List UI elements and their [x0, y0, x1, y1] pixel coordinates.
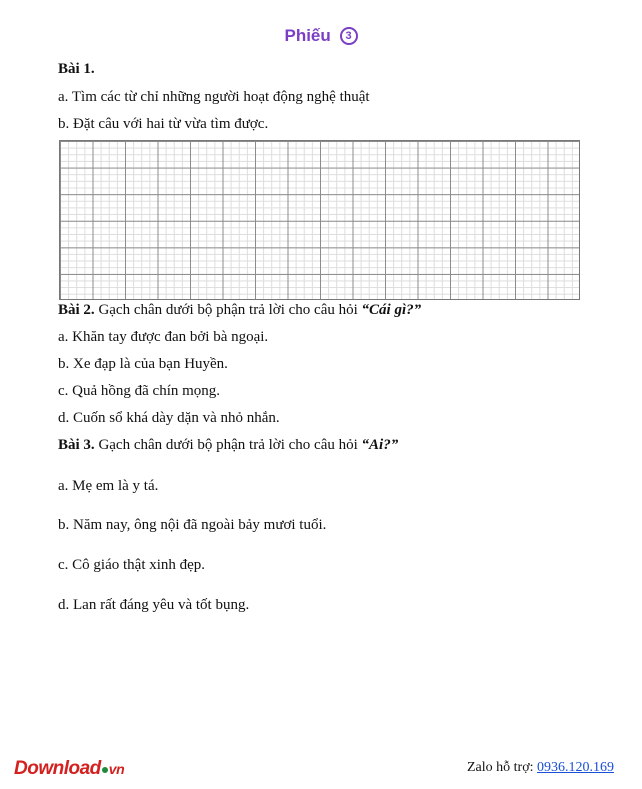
support-label: Zalo hỗ trợ: [467, 760, 537, 775]
list-item: a. Khăn tay được đan bởi bà ngoại. [58, 329, 269, 345]
support-footer [467, 760, 614, 776]
bai2-heading: Bài 2. [58, 302, 95, 318]
list-item: b. Xe đạp là của bạn Huyền. [58, 356, 228, 372]
writing-grid [59, 140, 580, 300]
bai1-heading [58, 61, 95, 78]
worksheet-title-text: Phiếu [284, 26, 331, 45]
download-vn-logo [14, 758, 124, 780]
list-item: d. Lan rất đáng yêu và tốt bụng. [58, 597, 250, 613]
logo-main-text: Download [14, 758, 101, 779]
bai3-question: “Ai?” [361, 437, 399, 453]
support-phone-link[interactable]: 0936.120.169 [537, 760, 614, 775]
list-item: b. Năm nay, ông nội đã ngoài bảy mươi tuổi. [58, 517, 327, 533]
bai1-task-a: a. Tìm các từ chỉ những người hoạt động nghệ thuật [58, 89, 370, 105]
bai3-prompt-line [58, 437, 398, 454]
list-item: a. Mẹ em là y tá. [58, 478, 159, 494]
bai1-heading-text: Bài 1. [58, 61, 95, 77]
bai2-prompt-line [58, 302, 421, 319]
list-item: c. Cô giáo thật xinh đẹp. [58, 557, 206, 573]
bai3-prompt: Gạch chân dưới bộ phận trả lời cho câu hỏi [94, 437, 362, 453]
logo-ext-text: vn [108, 761, 125, 777]
list-item: c. Quả hồng đã chín mọng. [58, 383, 221, 399]
circled-number: 3 [340, 27, 358, 45]
bai3-heading: Bài 3. [58, 437, 95, 453]
bai1-task-b: b. Đặt câu với hai từ vừa tìm được. [58, 116, 269, 132]
logo-dot-icon [102, 767, 108, 773]
bai2-prompt: Gạch chân dưới bộ phận trả lời cho câu hỏi [94, 302, 362, 318]
bai2-question: “Cái gì?” [361, 302, 422, 318]
worksheet-title [0, 26, 642, 46]
list-item: d. Cuốn sổ khá dày dặn và nhỏ nhắn. [58, 410, 280, 426]
